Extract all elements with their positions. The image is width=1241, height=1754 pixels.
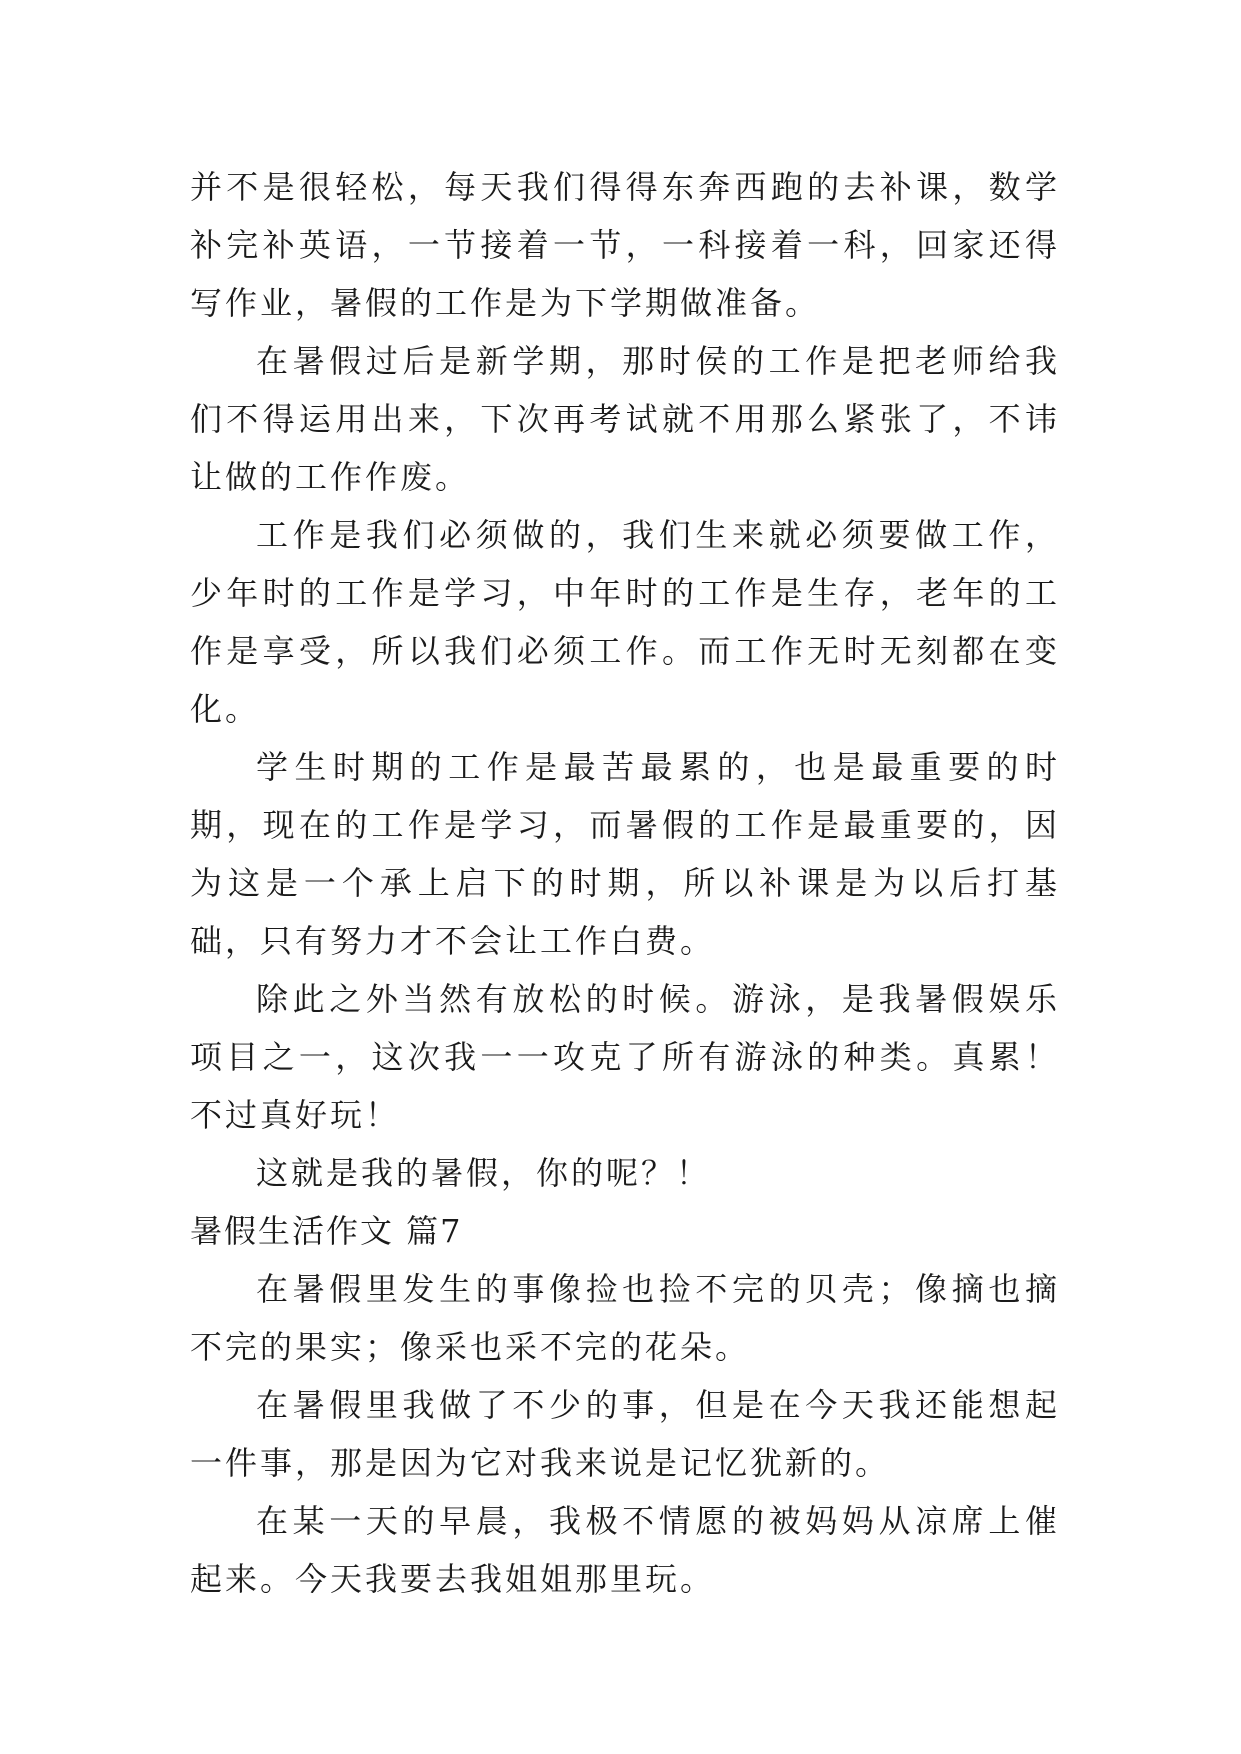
paragraph: 在某一天的早晨，我极不情愿的被妈妈从凉席上催起来。今天我要去我姐姐那里玩。 [190, 1502, 1060, 1598]
paragraph: 除此之外当然有放松的时候。游泳，是我暑假娱乐项目之一，这次我一一攻克了所有游泳的种类。真累！不过真好玩！ [190, 980, 1060, 1134]
paragraph: 在暑假里我做了不少的事，但是在今天我还能想起一件事，那是因为它对我来说是记忆犹新的。 [190, 1386, 1060, 1482]
paragraph: 工作是我们必须做的，我们生来就必须要做工作，少年时的工作是学习，中年时的工作是生存，老年的工作是享受，所以我们必须工作。而工作无时无刻都在变化。 [190, 516, 1060, 728]
paragraph: 并不是很轻松，每天我们得得东奔西跑的去补课，数学补完补英语，一节接着一节，一科接着一科，回家还得写作业，暑假的工作是为下学期做准备。 [190, 168, 1060, 322]
paragraph: 在暑假过后是新学期，那时侯的工作是把老师给我们不得运用出来，下次再考试就不用那么紧张了，不讳让做的工作作废。 [190, 342, 1060, 496]
paragraph: 学生时期的工作是最苦最累的，也是最重要的时期，现在的工作是学习，而暑假的工作是最重要的，因为这是一个承上启下的时期，所以补课是为以后打基础，只有努力才不会让工作白费。 [190, 748, 1060, 960]
section-heading: 暑假生活作文 篇7 [190, 1212, 463, 1250]
paragraph: 这就是我的暑假，你的呢？！ [256, 1154, 712, 1192]
paragraph: 在暑假里发生的事像捡也捡不完的贝壳；像摘也摘不完的果实；像采也采不完的花朵。 [190, 1270, 1060, 1366]
document-body [190, 158, 1060, 1608]
